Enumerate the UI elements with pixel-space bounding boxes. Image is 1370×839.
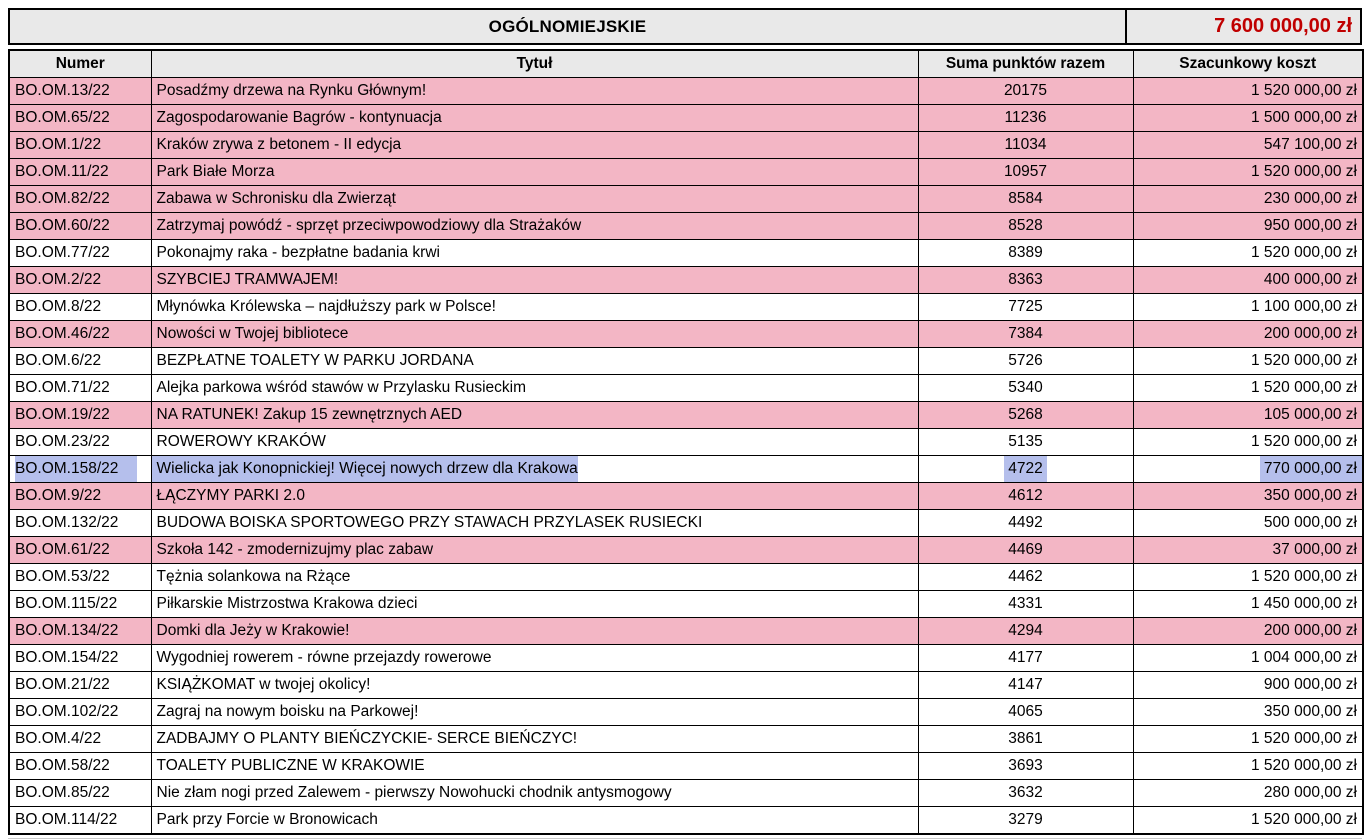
cell-numer[interactable] bbox=[9, 456, 151, 483]
cell-numer[interactable]: BO.OM.61/22 bbox=[9, 537, 151, 564]
cell-koszt[interactable]: 1 520 000,00 zł bbox=[1133, 159, 1363, 186]
projects-table bbox=[8, 49, 1364, 835]
table-row bbox=[9, 78, 1363, 105]
table-title-bar bbox=[8, 8, 1362, 45]
cell-koszt[interactable]: 950 000,00 zł bbox=[1133, 213, 1363, 240]
cell-koszt[interactable]: 230 000,00 zł bbox=[1133, 186, 1363, 213]
table-row bbox=[9, 402, 1363, 429]
cell-tytul[interactable]: Posadźmy drzewa na Rynku Głównym! bbox=[151, 78, 918, 105]
header-row bbox=[9, 50, 1363, 78]
cell-tytul[interactable]: Wygodniej rowerem - równe przejazdy rowerowe bbox=[151, 645, 918, 672]
cell-koszt[interactable]: 1 004 000,00 zł bbox=[1133, 645, 1363, 672]
cell-punkty[interactable]: 4612 bbox=[918, 483, 1133, 510]
cell-numer[interactable]: BO.OM.71/22 bbox=[9, 375, 151, 402]
cell-tytul[interactable]: Park Białe Morza bbox=[151, 159, 918, 186]
table-row bbox=[9, 726, 1363, 753]
cell-koszt[interactable]: 200 000,00 zł bbox=[1133, 321, 1363, 348]
cell-punkty[interactable]: 4294 bbox=[918, 618, 1133, 645]
cell-numer[interactable]: BO.OM.13/22 bbox=[9, 78, 151, 105]
cell-koszt[interactable]: 1 520 000,00 zł bbox=[1133, 375, 1363, 402]
table-row bbox=[9, 213, 1363, 240]
table-header bbox=[9, 50, 1363, 78]
cell-punkty[interactable]: 5135 bbox=[918, 429, 1133, 456]
column-header-punkty: Suma punktów razem bbox=[918, 50, 1133, 78]
cell-punkty[interactable]: 20175 bbox=[918, 78, 1133, 105]
cell-koszt[interactable]: 400 000,00 zł bbox=[1133, 267, 1363, 294]
cell-numer[interactable]: BO.OM.114/22 bbox=[9, 807, 151, 835]
column-header-koszt: Szacunkowy koszt bbox=[1133, 50, 1363, 78]
table-row bbox=[9, 294, 1363, 321]
cell-tytul[interactable]: Tężnia solankowa na Rżące bbox=[151, 564, 918, 591]
table-row bbox=[9, 780, 1363, 807]
cell-numer[interactable]: BO.OM.82/22 bbox=[9, 186, 151, 213]
section-total-amount: 7 600 000,00 zł bbox=[1214, 15, 1352, 37]
cell-numer[interactable]: BO.OM.6/22 bbox=[9, 348, 151, 375]
cell-punkty[interactable] bbox=[918, 456, 1133, 483]
cell-punkty[interactable]: 7725 bbox=[918, 294, 1133, 321]
cell-punkty[interactable]: 5268 bbox=[918, 402, 1133, 429]
cell-koszt[interactable]: 900 000,00 zł bbox=[1133, 672, 1363, 699]
table-row bbox=[9, 564, 1363, 591]
cell-numer[interactable]: BO.OM.8/22 bbox=[9, 294, 151, 321]
cell-numer[interactable]: BO.OM.1/22 bbox=[9, 132, 151, 159]
table-row bbox=[9, 105, 1363, 132]
selection-highlight: BO.OM.158/22 bbox=[15, 456, 137, 482]
cell-punkty[interactable]: 5726 bbox=[918, 348, 1133, 375]
cell-koszt[interactable]: 1 520 000,00 zł bbox=[1133, 753, 1363, 780]
cell-tytul[interactable]: ZADBAJMY O PLANTY BIEŃCZYCKIE- SERCE BIEŃCZYC! bbox=[151, 726, 918, 753]
cell-punkty[interactable]: 4331 bbox=[918, 591, 1133, 618]
cell-numer[interactable]: BO.OM.11/22 bbox=[9, 159, 151, 186]
cell-koszt[interactable]: 350 000,00 zł bbox=[1133, 483, 1363, 510]
cell-koszt[interactable] bbox=[1133, 456, 1363, 483]
table-row bbox=[9, 591, 1363, 618]
cell-numer[interactable]: BO.OM.19/22 bbox=[9, 402, 151, 429]
table-row bbox=[9, 456, 1363, 483]
cell-numer[interactable]: BO.OM.115/22 bbox=[9, 591, 151, 618]
cell-koszt[interactable]: 1 500 000,00 zł bbox=[1133, 105, 1363, 132]
cell-tytul[interactable]: BUDOWA BOISKA SPORTOWEGO PRZY STAWACH PRZYLASEK RUSIECKI bbox=[151, 510, 918, 537]
cell-numer[interactable]: BO.OM.134/22 bbox=[9, 618, 151, 645]
table-row bbox=[9, 753, 1363, 780]
cell-numer[interactable]: BO.OM.60/22 bbox=[9, 213, 151, 240]
cell-punkty[interactable]: 4177 bbox=[918, 645, 1133, 672]
cell-punkty[interactable]: 4462 bbox=[918, 564, 1133, 591]
cell-koszt[interactable]: 1 520 000,00 zł bbox=[1133, 429, 1363, 456]
section-title: OGÓLNOMIEJSKIE bbox=[10, 10, 1127, 43]
cell-tytul[interactable] bbox=[151, 456, 918, 483]
table-body bbox=[9, 78, 1363, 835]
cell-koszt[interactable]: 105 000,00 zł bbox=[1133, 402, 1363, 429]
cell-punkty[interactable]: 11034 bbox=[918, 132, 1133, 159]
cell-punkty[interactable]: 8528 bbox=[918, 213, 1133, 240]
table-row bbox=[9, 645, 1363, 672]
cell-numer[interactable]: BO.OM.21/22 bbox=[9, 672, 151, 699]
cell-punkty[interactable]: 8584 bbox=[918, 186, 1133, 213]
table-row bbox=[9, 186, 1363, 213]
cell-punkty[interactable]: 3693 bbox=[918, 753, 1133, 780]
cell-tytul[interactable]: NA RATUNEK! Zakup 15 zewnętrznych AED bbox=[151, 402, 918, 429]
cell-tytul[interactable]: Nie złam nogi przed Zalewem - pierwszy Nowohucki chodnik antysmogowy bbox=[151, 780, 918, 807]
column-header-tytul: Tytuł bbox=[151, 50, 918, 78]
cell-koszt[interactable]: 350 000,00 zł bbox=[1133, 699, 1363, 726]
cell-punkty[interactable]: 3279 bbox=[918, 807, 1133, 835]
cell-koszt[interactable]: 1 520 000,00 zł bbox=[1133, 78, 1363, 105]
cell-tytul[interactable]: Zatrzymaj powódź - sprzęt przeciwpowodziowy dla Strażaków bbox=[151, 213, 918, 240]
cell-tytul[interactable]: Piłkarskie Mistrzostwa Krakowa dzieci bbox=[151, 591, 918, 618]
cell-tytul[interactable]: Zagraj na nowym boisku na Parkowej! bbox=[151, 699, 918, 726]
cell-punkty[interactable]: 4147 bbox=[918, 672, 1133, 699]
cell-koszt[interactable]: 1 520 000,00 zł bbox=[1133, 807, 1363, 835]
cell-numer[interactable]: BO.OM.132/22 bbox=[9, 510, 151, 537]
table-row bbox=[9, 807, 1363, 835]
cell-numer[interactable]: BO.OM.46/22 bbox=[9, 321, 151, 348]
table-row bbox=[9, 672, 1363, 699]
cell-tytul[interactable]: SZYBCIEJ TRAMWAJEM! bbox=[151, 267, 918, 294]
table-row bbox=[9, 240, 1363, 267]
cell-numer[interactable]: BO.OM.102/22 bbox=[9, 699, 151, 726]
cell-punkty[interactable]: 8389 bbox=[918, 240, 1133, 267]
cell-koszt[interactable]: 1 520 000,00 zł bbox=[1133, 726, 1363, 753]
selection-highlight: 770 000,00 zł bbox=[1260, 456, 1362, 482]
cell-tytul[interactable]: TOALETY PUBLICZNE W KRAKOWIE bbox=[151, 753, 918, 780]
cell-tytul[interactable]: ŁĄCZYMY PARKI 2.0 bbox=[151, 483, 918, 510]
cell-punkty[interactable]: 4469 bbox=[918, 537, 1133, 564]
cell-numer[interactable]: BO.OM.4/22 bbox=[9, 726, 151, 753]
cell-punkty[interactable]: 4492 bbox=[918, 510, 1133, 537]
cell-tytul[interactable]: Kraków zrywa z betonem - II edycja bbox=[151, 132, 918, 159]
cell-koszt[interactable]: 1 100 000,00 zł bbox=[1133, 294, 1363, 321]
cell-tytul[interactable]: Nowości w Twojej bibliotece bbox=[151, 321, 918, 348]
cell-numer[interactable]: BO.OM.77/22 bbox=[9, 240, 151, 267]
cell-koszt[interactable]: 547 100,00 zł bbox=[1133, 132, 1363, 159]
table-row bbox=[9, 132, 1363, 159]
table-row bbox=[9, 510, 1363, 537]
cell-tytul[interactable]: ROWEROWY KRAKÓW bbox=[151, 429, 918, 456]
cell-punkty[interactable]: 10957 bbox=[918, 159, 1133, 186]
cell-koszt[interactable]: 1 520 000,00 zł bbox=[1133, 564, 1363, 591]
cell-tytul[interactable]: BEZPŁATNE TOALETY W PARKU JORDANA bbox=[151, 348, 918, 375]
cell-punkty[interactable]: 4065 bbox=[918, 699, 1133, 726]
cell-koszt[interactable]: 500 000,00 zł bbox=[1133, 510, 1363, 537]
cell-numer[interactable]: BO.OM.65/22 bbox=[9, 105, 151, 132]
cell-tytul[interactable]: Pokonajmy raka - bezpłatne badania krwi bbox=[151, 240, 918, 267]
cell-koszt[interactable]: 1 450 000,00 zł bbox=[1133, 591, 1363, 618]
cell-punkty[interactable]: 3861 bbox=[918, 726, 1133, 753]
table-row bbox=[9, 483, 1363, 510]
cell-koszt[interactable]: 1 520 000,00 zł bbox=[1133, 348, 1363, 375]
cell-tytul[interactable]: Szkoła 142 - zmodernizujmy plac zabaw bbox=[151, 537, 918, 564]
table-row bbox=[9, 159, 1363, 186]
table-row bbox=[9, 429, 1363, 456]
cell-tytul[interactable]: Zagospodarowanie Bagrów - kontynuacja bbox=[151, 105, 918, 132]
cell-numer[interactable]: BO.OM.85/22 bbox=[9, 780, 151, 807]
cell-numer[interactable]: BO.OM.23/22 bbox=[9, 429, 151, 456]
cell-punkty[interactable]: 7384 bbox=[918, 321, 1133, 348]
cell-tytul[interactable]: Młynówka Królewska – najdłuższy park w Polsce! bbox=[151, 294, 918, 321]
cell-punkty[interactable]: 11236 bbox=[918, 105, 1133, 132]
cell-punkty[interactable]: 3632 bbox=[918, 780, 1133, 807]
cell-koszt[interactable]: 37 000,00 zł bbox=[1133, 537, 1363, 564]
table-row bbox=[9, 267, 1363, 294]
cell-koszt[interactable]: 280 000,00 zł bbox=[1133, 780, 1363, 807]
table-row bbox=[9, 348, 1363, 375]
cell-numer[interactable]: BO.OM.58/22 bbox=[9, 753, 151, 780]
cell-numer[interactable]: BO.OM.53/22 bbox=[9, 564, 151, 591]
cell-numer[interactable]: BO.OM.2/22 bbox=[9, 267, 151, 294]
column-header-numer: Numer bbox=[9, 50, 151, 78]
cell-tytul[interactable]: Zabawa w Schronisku dla Zwierząt bbox=[151, 186, 918, 213]
cell-punkty[interactable]: 8363 bbox=[918, 267, 1133, 294]
table-row bbox=[9, 537, 1363, 564]
selection-highlight: 4722 bbox=[1004, 456, 1046, 482]
cell-tytul[interactable]: Alejka parkowa wśród stawów w Przylasku Rusieckim bbox=[151, 375, 918, 402]
cell-koszt[interactable]: 200 000,00 zł bbox=[1133, 618, 1363, 645]
cell-tytul[interactable]: Domki dla Jeży w Krakowie! bbox=[151, 618, 918, 645]
table-row bbox=[9, 321, 1363, 348]
cell-koszt[interactable]: 1 520 000,00 zł bbox=[1133, 240, 1363, 267]
cell-numer[interactable]: BO.OM.154/22 bbox=[9, 645, 151, 672]
table-row bbox=[9, 699, 1363, 726]
cell-tytul[interactable]: Park przy Forcie w Bronowicach bbox=[151, 807, 918, 835]
table-row bbox=[9, 375, 1363, 402]
cell-numer[interactable]: BO.OM.9/22 bbox=[9, 483, 151, 510]
table-row bbox=[9, 618, 1363, 645]
selection-highlight: Wielicka jak Konopnickiej! Więcej nowych drzew dla Krakowa bbox=[152, 456, 578, 482]
cell-tytul[interactable]: KSIĄŻKOMAT w twojej okolicy! bbox=[151, 672, 918, 699]
cell-punkty[interactable]: 5340 bbox=[918, 375, 1133, 402]
